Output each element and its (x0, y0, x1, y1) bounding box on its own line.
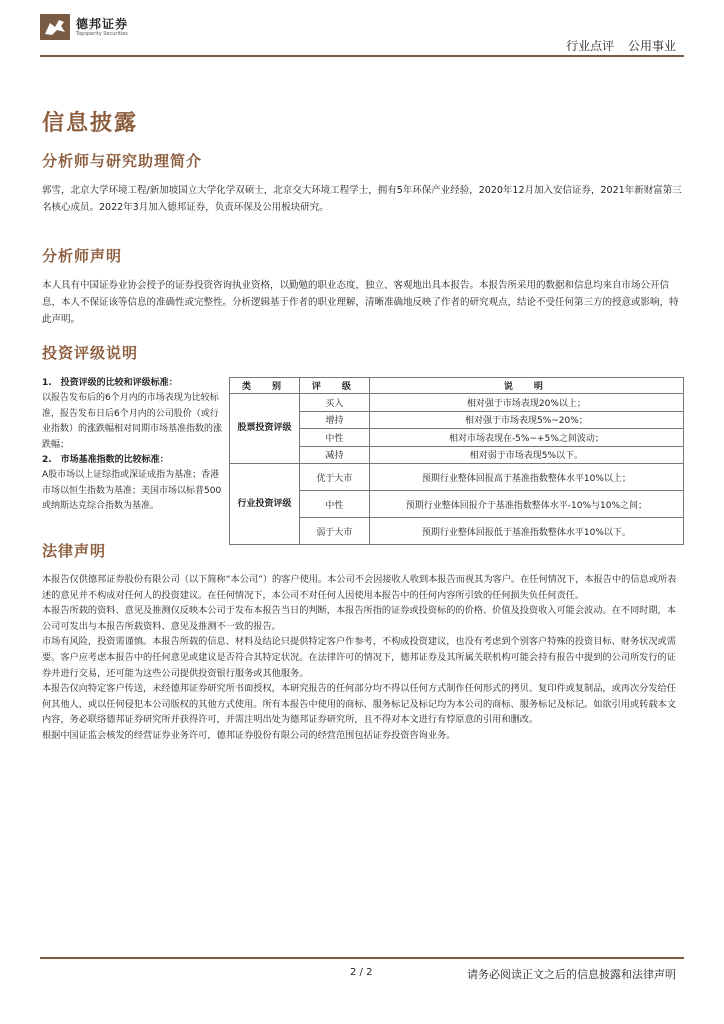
footer-disclaimer: 请务必阅读正文之后的信息披露和法律声明 (467, 968, 676, 981)
grade-cell: 优于大市 (299, 464, 369, 491)
header-grade: 评 级 (299, 378, 369, 394)
analyst-statement-heading: 分析师声明 (42, 247, 123, 265)
grade-cell: 中性 (299, 429, 369, 447)
description-cell: 相对市场表现在-5%~+5%之间波动； (369, 429, 683, 447)
legal-text (42, 572, 684, 744)
grade-cell: 中性 (299, 491, 369, 518)
description-cell: 预期行业整体回报介于基准指数整体水平-10%与10%之间； (369, 491, 683, 518)
rating-heading: 投资评级说明 (42, 344, 139, 362)
rating-table (229, 377, 684, 545)
description-cell: 相对强于市场表现5%~20%； (369, 411, 683, 429)
grade-cell: 弱于大市 (299, 518, 369, 545)
description-cell: 预期行业整体回报高于基准指数整体水平10%以上； (369, 464, 683, 491)
legal-paragraph: 本报告仅供德邦证券股份有限公司（以下简称“本公司”）的客户使用。本公司不会因接收人收到本报告而视其为客户。在任何情况下，本报告中的信息或所表述的意见并不构成对任何人的投资建议。在任何情况下，本公司不对任何人因使用本报告中的任何内容所引致的任何损失负任何责任。 (42, 574, 677, 601)
description-cell: 预期行业整体回报低于基准指数整体水平10%以下。 (369, 518, 683, 545)
analyst-intro-text: 郭雪，北京大学环境工程/新加坡国立大学化学双硕士，北京交大环境工程学士，拥有5年环保产业经验，2020年12月加入安信证券，2021年新财富第三名核心成员。2022年3月加入德邦证券，负责环保及公用板块研究。 (42, 185, 682, 213)
group-industry-rating: 行业投资评级 (230, 464, 300, 545)
group-stock-rating: 股票投资评级 (230, 394, 300, 464)
header-description: 说 明 (369, 378, 683, 394)
rating-criteria-heading-2: 2. 市场基准指数的比较标准： (42, 455, 169, 466)
description-cell: 相对弱于市场表现5%以下。 (369, 446, 683, 464)
header-categories (556, 37, 676, 54)
legal-paragraph: 市场有风险，投资需谨慎。本报告所载的信息、材料及结论只提供特定客户作参考，不构成投资建议，也没有考虑到个别客户特殊的投资目标、财务状况或需要。客户应考虑本报告中的任何意见或建议是否符合其特定状况。在法律许可的情况下，德邦证券及其所属关联机构可能会持有报告中提到的公司所发行的证券并进行交易，还可能为这些公司提供投资银行服务或其他服务。 (42, 636, 676, 679)
header-category: 类 别 (230, 378, 300, 394)
legal-paragraph: 本报告仅向特定客户传送，未经德邦证券研究所书面授权，本研究报告的任何部分均不得以任何方式制作任何形式的拷贝、复印件或复制品，或再次分发给任何其他人，或以任何侵犯本公司版权的其他方式使用。所有本报告中使用的商标、服务标记及标记均为本公司的商标、服务标记及标记。如欲引用或转载本文内容，务必联络德邦证券研究所并获得许可，并需注明出处为德邦证券研究所，且不得对本文进行有悖原意的引用和删改。 (42, 683, 676, 726)
logo-text-en: Topsperity Securities (76, 31, 128, 37)
analyst-statement-text: 本人具有中国证券业协会授予的证券投资咨询执业资格，以勤勉的职业态度，独立、客观地出具本报告。本报告所采用的数据和信息均来自市场公开信息，本人不保证该等信息的准确性或完整性。分析逻辑基于作者的职业理解，清晰准确地反映了作者的研究观点，结论不受任何第三方的授意或影响，特此声明。 (42, 280, 679, 325)
logo-text-cn: 德邦证券 (76, 17, 129, 31)
table-row (230, 394, 684, 412)
rating-criteria-text-1: 以报告发布后的6个月内的市场表现为比较标准，报告发布日后6个月内的公司股价（或行业指数）的涨跌幅相对同期市场基准指数的涨跌幅； (42, 393, 223, 450)
header-divider (40, 55, 684, 57)
description-cell: 相对强于市场表现20%以上； (369, 394, 683, 412)
legal-heading: 法律声明 (42, 542, 107, 560)
legal-paragraph: 本报告所载的资料、意见及推测仅反映本公司于发布本报告当日的判断，本报告所指的证券或投资标的的价格、价值及投资收入可能会波动。在不同时期，本公司可发出与本报告所载资料、意见及推测不一致的报告。 (42, 605, 676, 632)
page-number: 2 / 2 (350, 967, 373, 978)
category-industry-review: 行业点评 (566, 39, 615, 53)
footer-divider (40, 957, 684, 959)
rating-criteria (42, 376, 224, 515)
grade-cell: 减持 (299, 446, 369, 464)
legal-paragraph: 根据中国证监会核发的经营证券业务许可，德邦证券股份有限公司的经营范围包括证券投资咨询业务。 (42, 729, 456, 741)
rating-table-header (230, 378, 684, 394)
rating-criteria-heading-1: 1. 投资评级的比较和评级标准： (42, 378, 178, 388)
analyst-intro-heading: 分析师与研究助理简介 (42, 152, 203, 170)
grade-cell: 增持 (299, 411, 369, 429)
category-utilities: 公用事业 (627, 39, 676, 53)
company-logo-icon (40, 14, 70, 40)
page-title: 信息披露 (42, 111, 139, 136)
rating-criteria-text-2: A股市场以上证综指或深证成指为基准；香港市场以恒生指数为基准；美国市场以标普500或纳斯达克综合指数为基准。 (42, 470, 222, 512)
grade-cell: 买入 (299, 394, 369, 412)
table-row (230, 464, 684, 491)
